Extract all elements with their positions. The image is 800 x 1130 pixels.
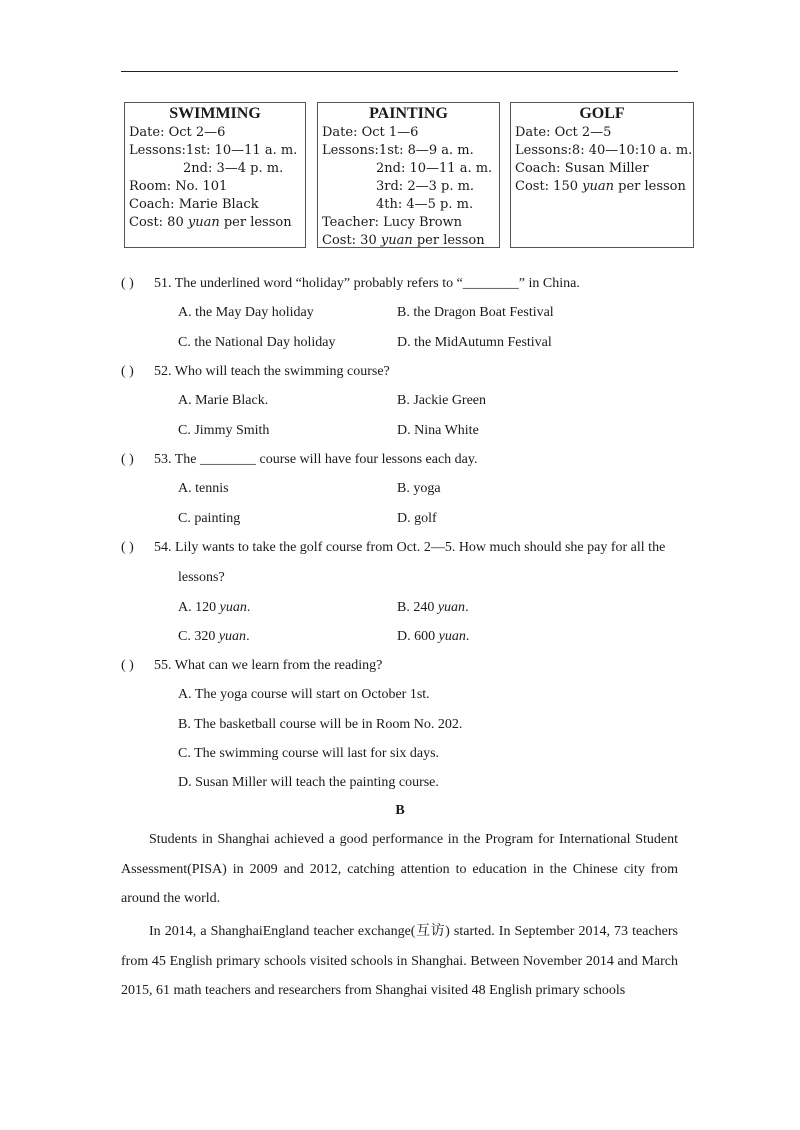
- swimming-title: SWIMMING: [169, 105, 261, 122]
- option-b: [397, 599, 469, 617]
- option-a: [178, 599, 250, 617]
- painting-lesson-4: 4th: 4—5 p. m.: [376, 197, 474, 212]
- golf-title: GOLF: [579, 105, 625, 122]
- painting-lesson-3: 3rd: 2—3 p. m.: [376, 179, 475, 194]
- question-text: 51. The underlined word “holiday” probably refers to “________” in China.: [154, 276, 580, 291]
- answer-blank[interactable]: ( ): [121, 658, 134, 673]
- swimming-lesson-2: 2nd: 3—4 p. m.: [183, 161, 284, 176]
- swimming-cost-amount: Cost: 80: [129, 215, 188, 230]
- option-c: C. painting: [178, 511, 241, 526]
- option-unit: yuan: [219, 600, 247, 615]
- painting-course-box: [317, 102, 500, 248]
- option-period: .: [465, 600, 469, 615]
- painting-title: PAINTING: [369, 105, 448, 122]
- swimming-course-box: [124, 102, 306, 248]
- option-b: B. Jackie Green: [397, 393, 487, 408]
- golf-cost-unit: yuan: [582, 179, 614, 194]
- swimming-lesson-1: Lessons:1st: 10—11 a. m.: [129, 143, 298, 158]
- question-text: 54. Lily wants to take the golf course from Oct. 2—5. How much should she pay for all the: [154, 540, 666, 555]
- painting-teacher: Teacher: Lucy Brown: [322, 215, 463, 230]
- option-amount: B. 240: [397, 600, 438, 615]
- question-text-continued: lessons?: [178, 570, 225, 585]
- option-d: [397, 628, 469, 646]
- option-c: C. The swimming course will last for six days.: [178, 746, 440, 761]
- option-a: A. tennis: [178, 481, 229, 496]
- option-b: B. yoga: [397, 481, 441, 496]
- painting-cost: [322, 232, 495, 250]
- option-a: A. the May Day holiday: [178, 305, 314, 320]
- swimming-date: Date: Oct 2—6: [129, 125, 226, 140]
- option-d: D. Susan Miller will teach the painting course.: [178, 775, 439, 790]
- option-unit: yuan: [218, 629, 247, 644]
- option-amount: A. 120: [178, 600, 220, 615]
- golf-coach: Coach: Susan Miller: [515, 161, 649, 176]
- answer-blank[interactable]: ( ): [121, 364, 134, 379]
- option-d: D. Nina White: [397, 423, 479, 438]
- painting-cost-unit: yuan: [380, 233, 413, 248]
- header-rule: [121, 71, 678, 72]
- option-unit: yuan: [438, 629, 466, 644]
- painting-cost-suffix: per lesson: [412, 233, 485, 248]
- option-amount: C. 320: [178, 629, 219, 644]
- swimming-cost-unit: yuan: [187, 215, 220, 230]
- option-period: .: [246, 600, 251, 615]
- answer-blank[interactable]: ( ): [121, 452, 134, 467]
- question-53: [121, 451, 477, 469]
- painting-date: Date: Oct 1—6: [322, 125, 419, 140]
- swimming-cost-suffix: per lesson: [219, 215, 292, 230]
- option-b: B. The basketball course will be in Room No. 202.: [178, 717, 463, 732]
- question-text: 52. Who will teach the swimming course?: [154, 364, 390, 379]
- paragraph-1-text: Students in Shanghai achieved a good performance in the Program for International Student Assessment(PISA) in 2009 and 2012, catching attention to education in the Chinese city from around the world.: [121, 832, 678, 906]
- option-b: B. the Dragon Boat Festival: [397, 305, 554, 320]
- option-c: [178, 628, 250, 646]
- question-52: [121, 363, 390, 381]
- swimming-cost: [129, 214, 301, 232]
- golf-cost-suffix: per lesson: [613, 179, 686, 194]
- question-54: [121, 539, 665, 557]
- paragraph-2: [121, 917, 678, 1006]
- question-51: [121, 275, 580, 293]
- golf-date: Date: Oct 2—5: [515, 125, 612, 140]
- section-b-heading: B: [395, 803, 405, 818]
- golf-course-box: [510, 102, 694, 248]
- option-a: A. Marie Black.: [178, 393, 269, 408]
- option-amount: D. 600: [397, 629, 439, 644]
- painting-lesson-1: Lessons:1st: 8—9 a. m.: [322, 143, 474, 158]
- question-55: [121, 657, 382, 675]
- option-c: C. the National Day holiday: [178, 335, 336, 350]
- option-period: .: [246, 629, 250, 644]
- golf-lessons: Lessons:8: 40—10:10 a. m.: [515, 143, 693, 158]
- paragraph-2-text: In 2014, a ShanghaiEngland teacher exchange(互访) started. In September 2014, 73 teachers from 45 English primary schools visited schools in Shanghai. Between November 2014 and March 2015, 61 math teachers and researchers from Shanghai visited 48 English primary schools: [121, 924, 678, 998]
- option-c: C. Jimmy Smith: [178, 423, 270, 438]
- swimming-coach: Coach: Marie Black: [129, 197, 259, 212]
- question-text: 55. What can we learn from the reading?: [154, 658, 383, 673]
- option-d: D. golf: [397, 511, 437, 526]
- question-text: 53. The ________ course will have four lessons each day.: [154, 452, 478, 467]
- answer-blank[interactable]: ( ): [121, 540, 134, 555]
- painting-cost-amount: Cost: 30: [322, 233, 381, 248]
- option-a: A. The yoga course will start on October 1st.: [178, 687, 430, 702]
- golf-cost-amount: Cost: 150: [515, 179, 583, 194]
- golf-cost: [515, 178, 689, 196]
- answer-blank[interactable]: ( ): [121, 276, 134, 291]
- option-unit: yuan: [437, 600, 466, 615]
- paragraph-1: [121, 825, 678, 914]
- option-d: D. the MidAutumn Festival: [397, 335, 552, 350]
- option-period: .: [465, 629, 470, 644]
- painting-lesson-2: 2nd: 10—11 a. m.: [376, 161, 493, 176]
- swimming-room: Room: No. 101: [129, 179, 228, 194]
